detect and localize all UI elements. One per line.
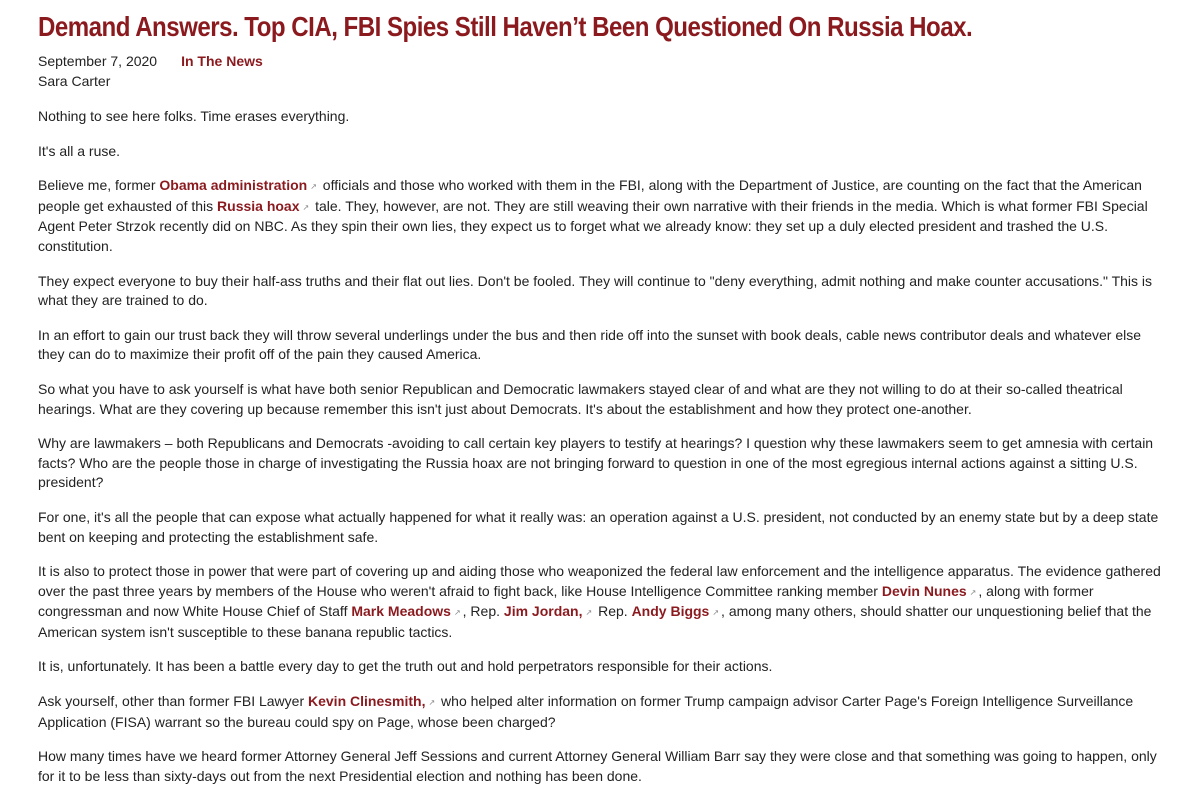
- paragraph-3: [38, 176, 1161, 256]
- link-russia-hoax[interactable]: Russia hoax: [217, 197, 300, 214]
- paragraph-text: officials and those who worked with them in the FBI, along with the Department of Justice, are counting on the fact that the American people get exhausted of this: [38, 177, 1142, 214]
- link-jim-jordan[interactable]: Jim Jordan,: [503, 603, 583, 620]
- external-link-icon: ↗: [969, 587, 977, 597]
- paragraph-12: How many times have we heard former Attorney General Jeff Sessions and current Attorney General William Barr say they were close and that something was going to happen, only for it to be less than sixty-days out from the next Presidential election and nothing has been done.: [38, 748, 1157, 784]
- category-link[interactable]: In The News: [181, 53, 263, 69]
- external-link-icon: ↗: [310, 182, 317, 192]
- link-kevin-clinesmith[interactable]: Kevin Clinesmith,: [308, 693, 426, 710]
- paragraph-1: Nothing to see here folks. Time erases everything.: [38, 108, 350, 124]
- paragraph-11: [38, 692, 1161, 732]
- external-link-icon: ↗: [712, 608, 720, 618]
- paragraph-6: So what you have to ask yourself is what have both senior Republican and Democratic lawmakers stayed clear of and what are they not willing to do at their so-called theatrical hearings. What are they covering up because remember this isn't just about Democrats. It's about the establishment and how they protect one-another.: [38, 380, 1123, 417]
- paragraph-text: , Rep.: [462, 603, 504, 620]
- paragraph-text: Believe me, former: [38, 177, 160, 194]
- paragraph-text: , among many others, should shatter our unquestioning belief that the American system isn't susceptible to these banana republic tactics.: [38, 603, 1152, 640]
- paragraph-text: Ask yourself, other than former FBI Lawyer: [38, 693, 308, 710]
- article-meta: [38, 51, 1161, 91]
- paragraph-9: [38, 562, 1161, 642]
- external-link-icon: ↗: [453, 608, 461, 618]
- link-mark-meadows[interactable]: Mark Meadows: [351, 603, 451, 620]
- external-link-icon: ↗: [428, 698, 436, 708]
- paragraph-2: It's all a ruse.: [38, 142, 121, 159]
- external-link-icon: ↗: [585, 608, 593, 618]
- article-title: Demand Answers. Top CIA, FBI Spies Still Haven’t Been Questioned On Russia Hoax.: [38, 11, 973, 42]
- paragraph-text: tale. They, however, are not. They are still weaving their own narrative with their friends in the media. Which is what former FBI Special Agent Peter Strzok recently did on NBC. As they spin their own lies, they expect us to forget what we already know: they set up a duly elected president and trashed the U.S. constitution.: [38, 197, 1148, 254]
- paragraph-text: Rep.: [594, 603, 632, 620]
- link-devin-nunes[interactable]: Devin Nunes: [881, 582, 967, 599]
- paragraph-5: In an effort to gain our trust back they will throw several underlings under the bus and then ride off into the sunset with book deals, cable news contributor deals and whatever else they can do to maximize their profit off of the pain they caused America.: [38, 326, 1142, 363]
- paragraph-7: Why are lawmakers – both Republicans and Democrats -avoiding to call certain key players to testify at hearings? I question why these lawmakers seem to get amnesia with certain facts? Who are the people those in charge of investigating the Russia hoax are not bringing forward to question in one of the most egregious internal actions against a sitting U.S. president?: [38, 435, 1154, 491]
- paragraph-4: They expect everyone to buy their half-ass truths and their flat out lies. Don't be fooled. They will continue to "deny everything, admit nothing and make counter accusations." This is what they are trained to do.: [38, 272, 1153, 309]
- external-link-icon: ↗: [302, 202, 310, 212]
- link-andy-biggs[interactable]: Andy Biggs: [631, 603, 710, 620]
- paragraph-8: For one, it's all the people that can expose what actually happened for what it really was: an operation against a U.S. president, not conducted by an enemy state but by a deep state bent on keeping and protecting the establishment safe.: [38, 508, 1159, 545]
- paragraph-text: who helped alter information on former Trump campaign advisor Carter Page's Foreign Intelligence Surveillance Application (FISA) warrant so the bureau could spy on Page, whose been charged?: [38, 693, 1134, 730]
- article-body: [38, 107, 1161, 786]
- meta-row: [38, 51, 1161, 71]
- paragraph-text: , along with former congressman and now White House Chief of Staff: [38, 582, 1094, 620]
- link-obama-administration[interactable]: Obama administration: [159, 177, 308, 194]
- paragraph-10: It is, unfortunately. It has been a battle every day to get the truth out and hold perpetrators responsible for their actions.: [38, 658, 773, 675]
- author-name: Sara Carter: [38, 73, 111, 89]
- paragraph-text: It is also to protect those in power that were part of covering up and aiding those who weaponized the federal law enforcement and the intelligence apparatus. The evidence gathered over the past three years by members of the House who weren't afraid to fight back, like House Intelligence Committee ranking member: [38, 563, 1161, 599]
- publish-date: September 7, 2020: [38, 53, 158, 69]
